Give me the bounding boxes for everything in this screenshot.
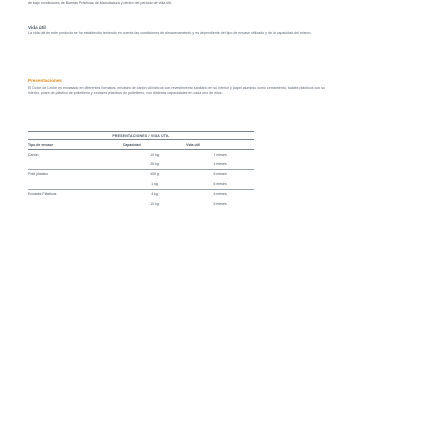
cell-vida-util: 4 meses (213, 162, 227, 167)
cell-capacidad: 10 kg (150, 201, 159, 206)
presentaciones-paragraph: El Dulce de Leche es envasado en diferentes formatos: envases de cartón cilíndricos con revestimiento sanitario en su interior y papel aluminio como cerramiento, baldes plásticos con su interior, potes de plástico de polietileno y envases plásticos de polietileno, con distintas capacidades en cada uno de ellos. (28, 86, 326, 96)
cell-envase: Cartón (28, 150, 123, 160)
table-row (28, 199, 254, 208)
vida-util-heading: Vida útil (28, 25, 46, 30)
cell-envase: Envases Plásticos (28, 189, 123, 199)
vida-util-paragraph: La vida útil de este producto se ha establecido teniendo en cuenta las condiciones de almacenamiento y es dependiente del tipo de envase utilizado y de la capacidad del mismo. (28, 31, 312, 35)
column-header-capacidad: Capacidad (123, 140, 186, 150)
intro-fragment: de bajo condiciones de Buenas Prácticas de Manufactura y dentro del período de vida útil. (28, 1, 172, 5)
table-row (28, 179, 254, 189)
presentaciones-table (28, 131, 254, 208)
cell-capacidad: 10 kg (123, 150, 186, 160)
cell-capacidad: 4 kg (123, 189, 186, 199)
table-row (28, 159, 254, 169)
cell-envase (28, 159, 123, 169)
cell-vida-util: 6 meses (186, 169, 254, 179)
column-header-envase: Tipo de envase (28, 140, 123, 150)
table-row (28, 150, 254, 160)
table-caption: PRESENTACIONES / VIDA ÚTIL (28, 132, 254, 140)
cell-vida-util: 6 meses (213, 201, 227, 206)
cell-envase (28, 199, 123, 208)
cell-capacidad: 400 g (123, 169, 186, 179)
cell-envase: Pote plástico (28, 169, 123, 179)
cell-capacidad: 1 kg (151, 181, 158, 186)
table-body (28, 150, 254, 209)
cell-vida-util: 6 meses (213, 181, 227, 186)
table-row (28, 189, 254, 199)
cell-envase (28, 179, 123, 189)
column-header-vida-util: Vida útil (186, 140, 254, 150)
cell-vida-util: 7 meses (186, 150, 254, 160)
table-row (28, 169, 254, 179)
presentaciones-heading: Presentaciones (28, 78, 62, 83)
cell-vida-util: 6 meses (186, 189, 254, 199)
cell-capacidad: 25 kg (150, 162, 159, 167)
